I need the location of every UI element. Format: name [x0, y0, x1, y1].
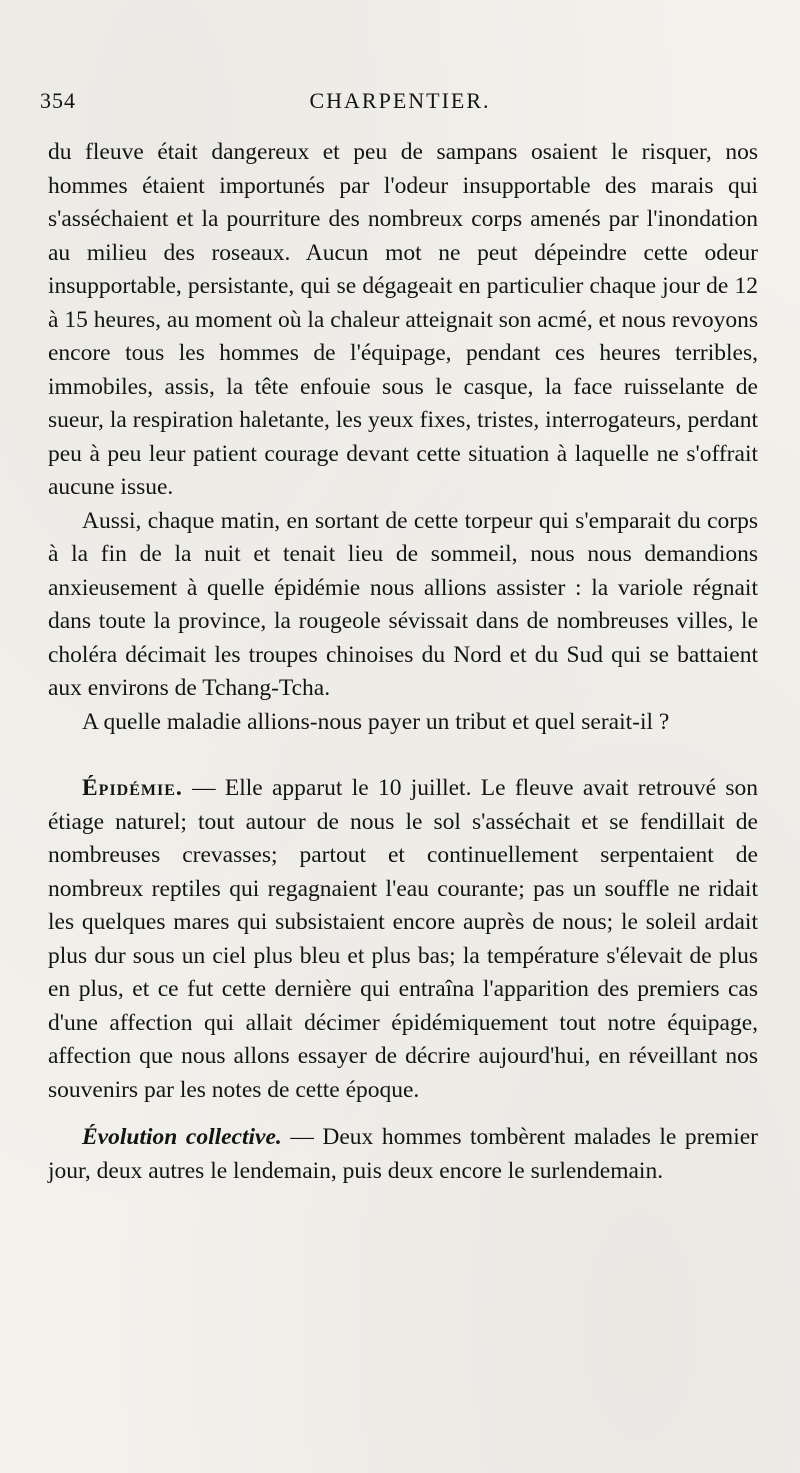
- paragraph-gap: [48, 1107, 758, 1121]
- running-title: CHARPENTIER.: [309, 88, 491, 113]
- body-text: [48, 136, 758, 1188]
- paragraph-evolution-text: — Deux hommes tombèrent malades le premier jour, deux autres le lendemain, puis deux encore le surlendemain.: [48, 1124, 758, 1184]
- paragraph-epidemie: [48, 772, 758, 1107]
- paragraph-evolution: [48, 1121, 758, 1188]
- paragraph-1: du fleuve était dangereux et peu de sampans osaient le risquer, nos hommes étaient importunés par l'odeur insupportable des marais qui s'asséchaient et la pourriture des nombreux corps amenés par l'inondation au milieu des roseaux. Aucun mot ne peut dépeindre cette odeur insupportable, persistante, qui se dégageait en particulier chaque jour de 12 à 15 heures, au moment où la chaleur atteignait son acmé, et nous revoyons encore tous les hommes de l'équipage, pendant ces heures terribles, immobiles, assis, la tête enfouie sous le casque, la face ruisselante de sueur, la respiration haletante, les yeux fixes, tristes, interrogateurs, perdant peu à peu leur patient courage devant cette situation à laquelle ne s'offrait aucune issue.: [48, 139, 758, 500]
- section-label-epidemie: Épidémie.: [82, 775, 183, 801]
- paragraph-epidemie-text: — Elle apparut le 10 juillet. Le fleuve avait retrouvé son étiage naturel; tout autour de nous le sol s'asséchait et se fendillait de nombreuses crevasses; partout et continuellement serpentaient de nombreux reptiles qui regagnaient l'eau courante; pas un souffle ne ridait les quelques mares qui subsistaient encore auprès de nous; le soleil ardait plus dur sous un ciel plus bleu et plus bas; la température s'élevait de plus en plus, et ce fut cette dernière qui entraîna l'apparition des premiers cas d'une affection qui allait décimer épidémiquement tout notre équipage, affection que nous allons essayer de décrire aujourd'hui, en réveillant nos souvenirs par les notes de cette époque.: [48, 775, 758, 1103]
- section-gap: [48, 739, 758, 772]
- section-label-evolution: Évolution collective.: [82, 1124, 282, 1150]
- page-number: 354: [40, 88, 76, 113]
- page-header: [40, 88, 760, 118]
- paragraph-3: A quelle maladie allions-nous payer un tribut et quel serait-il ?: [82, 708, 670, 735]
- paragraph-2: Aussi, chaque matin, en sortant de cette torpeur qui s'emparait du corps à la fin de la nuit et tenait lieu de sommeil, nous nous demandions anxieusement à quelle épidémie nous allions assister : la variole régnait dans toute la province, la rougeole sévissait dans de nombreuses villes, le choléra décimait les troupes chinoises du Nord et du Sud qui se battaient aux environs de Tchang-Tcha.: [48, 507, 758, 701]
